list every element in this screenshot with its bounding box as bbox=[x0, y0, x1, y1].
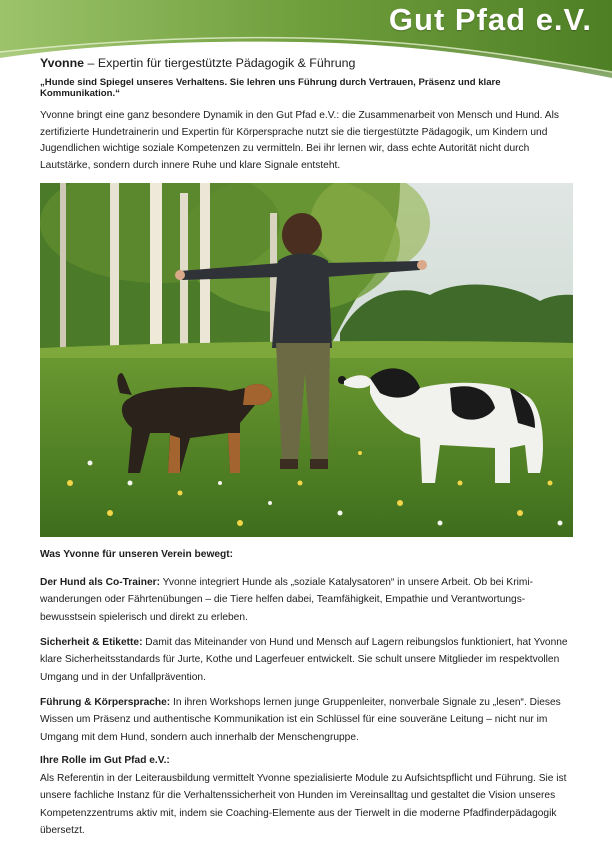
item-fuehrung bbox=[40, 694, 575, 746]
item-fuehrung-label: Führung & Körpersprache: bbox=[40, 697, 171, 708]
intro-quote: „Hunde sind Spiegel unseres Verhaltens. Sie lehren uns Führung durch Vertrauen, Präsenz und klare Kommunikation.“ bbox=[40, 77, 501, 99]
section-heading: Was Yvonne für unseren Verein bewegt: bbox=[40, 549, 234, 560]
role-heading: Ihre Rolle im Gut Pfad e.V.: bbox=[40, 755, 170, 766]
intro-paragraph: Yvonne bringt eine ganz besondere Dynamik in den Gut Pfad e.V.: die Zusammenarbeit von Mensch und Hund. Als zertifizierte Hundetrainerin und Expertin für Körpersprache nutzt sie die tiergestützte Pädagogik, um Kindern und Jugendlichen wichtige soziale Kompetenzen zu vermitteln. Bei ihr lernen wir, dass echte Autorität nicht durch Lautstärke, sondern durch innere Ruhe und klare Signale entsteht. bbox=[40, 110, 559, 171]
item-co-trainer-label: Der Hund als Co-Trainer: bbox=[40, 577, 161, 588]
meadow-dogs-illustration bbox=[40, 183, 573, 537]
item-sicherheit-text: Damit das Miteinander von Hund und Mensch auf Lagern reibungslos funktioniert, hat Yvonne klare Sicherheitsstandards für Jurte, Kothe und Lagerfeuer entwickelt. Sie schult unsere Mitglieder im respektvollen Umgang und in der Unfallprävention. bbox=[40, 637, 568, 683]
person-role: – Expertin für tiergestützte Pädagogik & Führung bbox=[84, 56, 356, 70]
item-co-trainer-text: Yvonne integriert Hunde als „soziale Katalysatoren“ in unsere Arbeit. Ob bei Krimi-wanderungen oder Fährtenübungen – die Tiere helfen dabei, Teamfähigkeit, Empathie und Verantwortungs-bewusstsein spielerisch und direkt zu erleben. bbox=[40, 577, 533, 623]
photo-yvonne-with-dogs bbox=[40, 183, 573, 537]
brand-logo-text: Gut Pfad e.V. bbox=[388, 2, 592, 37]
page-title bbox=[40, 56, 575, 70]
item-sicherheit-label: Sicherheit & Etikette: bbox=[40, 637, 143, 648]
role-paragraph: Als Referentin in der Leiterausbildung vermittelt Yvonne spezialisierte Module zu Aufsichtspflicht und Führung. Sie ist unsere fachliche Instanz für die Verhaltenssicherheit von Hunden im Vereinsalltag und gestaltet die Vision unseres Kompetenzzentrums aktiv mit, indem sie Coaching-Elemente aus der Tierwelt in die moderne Pfadfinderpädagogik übersetzt. bbox=[40, 773, 567, 837]
item-fuehrung-text: In ihren Workshops lernen junge Gruppenleiter, nonverbale Signale zu „lesen“. Dieses Wissen um Präsenz und authentische Kommunikation ist ein Schlüssel für eine souveräne Leitung – nicht nur im Umgang mit dem Hund, sondern auch innerhalb der Menschengruppe. bbox=[40, 697, 561, 743]
person-name: Yvonne bbox=[40, 56, 85, 70]
intro-section bbox=[40, 56, 575, 174]
item-co-trainer bbox=[40, 574, 575, 626]
item-sicherheit bbox=[40, 634, 575, 686]
